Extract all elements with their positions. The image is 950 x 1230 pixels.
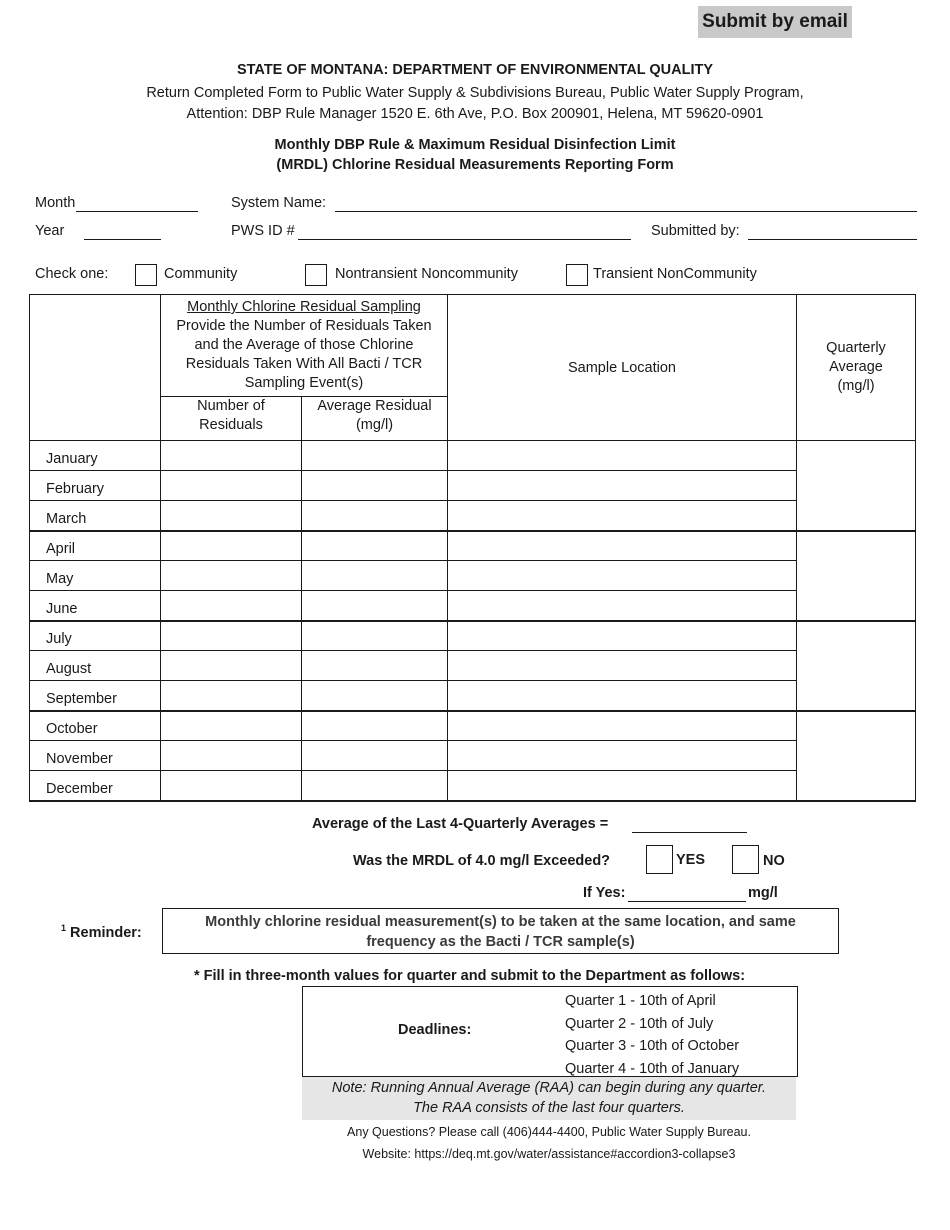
deadline-item: Quarter 2 - 10th of July [565, 1015, 714, 1032]
quarterly-average-q4[interactable] [797, 711, 916, 801]
return-instructions [0, 83, 950, 125]
number-input[interactable] [161, 471, 302, 501]
month-cell: September [30, 681, 161, 711]
month-cell: August [30, 651, 161, 681]
deadline-item: Quarter 3 - 10th of October [565, 1038, 740, 1054]
location-input[interactable] [448, 471, 797, 501]
number-input[interactable] [161, 501, 302, 531]
average-input[interactable] [302, 621, 448, 651]
location-input[interactable] [448, 441, 797, 471]
location-input[interactable] [448, 621, 797, 651]
location-input[interactable] [448, 501, 797, 531]
reminder-text: Monthly chlorine residual measurement(s) to be taken at the same location, and same frequency as the Bacti / TCR sample(s) [205, 914, 796, 950]
number-input[interactable] [161, 711, 302, 741]
month-label: Month [35, 195, 76, 211]
location-input[interactable] [448, 651, 797, 681]
location-input[interactable] [448, 561, 797, 591]
mrdl-no-label: NO [763, 853, 785, 869]
residual-table [29, 294, 916, 802]
number-input[interactable] [161, 561, 302, 591]
deadlines-label: Deadlines: [398, 1022, 472, 1038]
deadline-item: Quarter 4 - 10th of January [565, 1060, 740, 1077]
avg-quarterly-field[interactable] [632, 816, 747, 833]
if-yes-field[interactable] [628, 885, 746, 902]
submitted-by-field[interactable] [748, 223, 917, 240]
number-of-residuals-header: Number of Residuals [161, 397, 302, 441]
form-title [0, 135, 950, 175]
average-input[interactable] [302, 501, 448, 531]
quarterly-average-header: Quarterly Average (mg/l) [797, 295, 916, 441]
mrdl-yes-label: YES [676, 852, 706, 868]
reminder-box [162, 908, 839, 954]
month-cell: May [30, 561, 161, 591]
average-input[interactable] [302, 771, 448, 801]
submitted-by-label: Submitted by: [651, 223, 740, 239]
average-residual-header: Average Residual (mg/l) [302, 397, 448, 441]
average-input[interactable] [302, 711, 448, 741]
month-cell: November [30, 741, 161, 771]
number-input[interactable] [161, 651, 302, 681]
month-field[interactable] [76, 195, 198, 212]
if-yes-unit: mg/l [748, 885, 778, 901]
avg-quarterly-label: Average of the Last 4-Quarterly Averages = [312, 816, 609, 832]
month-cell: January [30, 441, 161, 471]
location-input[interactable] [448, 711, 797, 741]
average-input[interactable] [302, 471, 448, 501]
raa-note-line-2: The RAA consists of the last four quarters. [413, 1100, 685, 1116]
quarterly-average-q2[interactable] [797, 531, 916, 621]
month-header-cell [30, 295, 161, 441]
location-input[interactable] [448, 771, 797, 801]
number-input[interactable] [161, 771, 302, 801]
average-input[interactable] [302, 591, 448, 621]
pws-id-field[interactable] [298, 223, 631, 240]
month-cell: July [30, 621, 161, 651]
number-input[interactable] [161, 621, 302, 651]
average-input[interactable] [302, 531, 448, 561]
location-input[interactable] [448, 531, 797, 561]
deadlines-box [302, 986, 798, 1077]
community-checkbox[interactable] [135, 264, 157, 286]
if-yes-label: If Yes: [583, 885, 626, 901]
month-cell: October [30, 711, 161, 741]
transient-noncommunity-checkbox[interactable] [566, 264, 588, 286]
community-label: Community [164, 266, 238, 282]
average-input[interactable] [302, 441, 448, 471]
reminder-label-group [61, 923, 142, 941]
month-cell: March [30, 501, 161, 531]
month-cell: December [30, 771, 161, 801]
number-input[interactable] [161, 741, 302, 771]
sampling-group-title: Monthly Chlorine Residual Sampling [187, 299, 421, 315]
return-line-1: Return Completed Form to Public Water Supply & Subdivisions Bureau, Public Water Supply Program, [146, 85, 804, 101]
month-cell: April [30, 531, 161, 561]
form-title-line-1: Monthly DBP Rule & Maximum Residual Disinfection Limit [274, 137, 676, 153]
submit-by-email-button[interactable]: Submit by email [698, 6, 852, 38]
transient-noncommunity-label: Transient NonCommunity [593, 266, 757, 282]
system-name-field[interactable] [335, 195, 917, 212]
month-cell: June [30, 591, 161, 621]
website-link[interactable]: Website: https://deq.mt.gov/water/assistance#accordion3-collapse3 [362, 1147, 736, 1161]
quarterly-average-q1[interactable] [797, 441, 916, 531]
questions-contact: Any Questions? Please call (406)444-4400, Public Water Supply Bureau. [347, 1125, 751, 1139]
agency-heading: STATE OF MONTANA: DEPARTMENT OF ENVIRONMENTAL QUALITY [236, 62, 714, 78]
location-input[interactable] [448, 681, 797, 711]
sampling-group-desc: Provide the Number of Residuals Taken and the Average of those Chlorine Residuals Taken With All Bacti / TCR Sampling Event(s) [176, 318, 432, 391]
average-input[interactable] [302, 741, 448, 771]
mrdl-no-checkbox[interactable] [732, 845, 759, 874]
nontransient-noncommunity-label: Nontransient Noncommunity [335, 266, 518, 282]
number-input[interactable] [161, 681, 302, 711]
location-input[interactable] [448, 741, 797, 771]
number-input[interactable] [161, 441, 302, 471]
mrdl-question: Was the MRDL of 4.0 mg/l Exceeded? [353, 853, 611, 869]
average-input[interactable] [302, 681, 448, 711]
number-input[interactable] [161, 531, 302, 561]
reminder-superscript: 1 [61, 923, 67, 933]
number-input[interactable] [161, 591, 302, 621]
form-title-line-2: (MRDL) Chlorine Residual Measurements Reporting Form [276, 157, 674, 173]
system-name-label: System Name: [231, 195, 327, 211]
deadline-item: Quarter 1 - 10th of April [565, 993, 716, 1009]
quarterly-average-q3[interactable] [797, 621, 916, 711]
average-input[interactable] [302, 561, 448, 591]
fill-instructions: * Fill in three-month values for quarter and submit to the Department as follows: [194, 968, 746, 984]
year-field[interactable] [84, 223, 161, 240]
check-one-label: Check one: [35, 266, 109, 282]
reminder-label: Reminder: [70, 924, 142, 941]
sampling-group-header [161, 295, 448, 397]
nontransient-noncommunity-checkbox[interactable] [305, 264, 327, 286]
month-cell: February [30, 471, 161, 501]
sample-location-header: Sample Location [448, 295, 797, 441]
raa-note-line-1: Note: Running Annual Average (RAA) can begin during any quarter. [331, 1080, 767, 1096]
year-label: Year [35, 223, 65, 239]
raa-note [302, 1077, 796, 1120]
location-input[interactable] [448, 591, 797, 621]
pws-id-label: PWS ID # [231, 223, 295, 239]
mrdl-yes-checkbox[interactable] [646, 845, 673, 874]
deadlines-list [565, 990, 739, 1080]
average-input[interactable] [302, 651, 448, 681]
return-line-2: Attention: DBP Rule Manager 1520 E. 6th Ave, P.O. Box 200901, Helena, MT 59620-0901 [186, 106, 764, 122]
